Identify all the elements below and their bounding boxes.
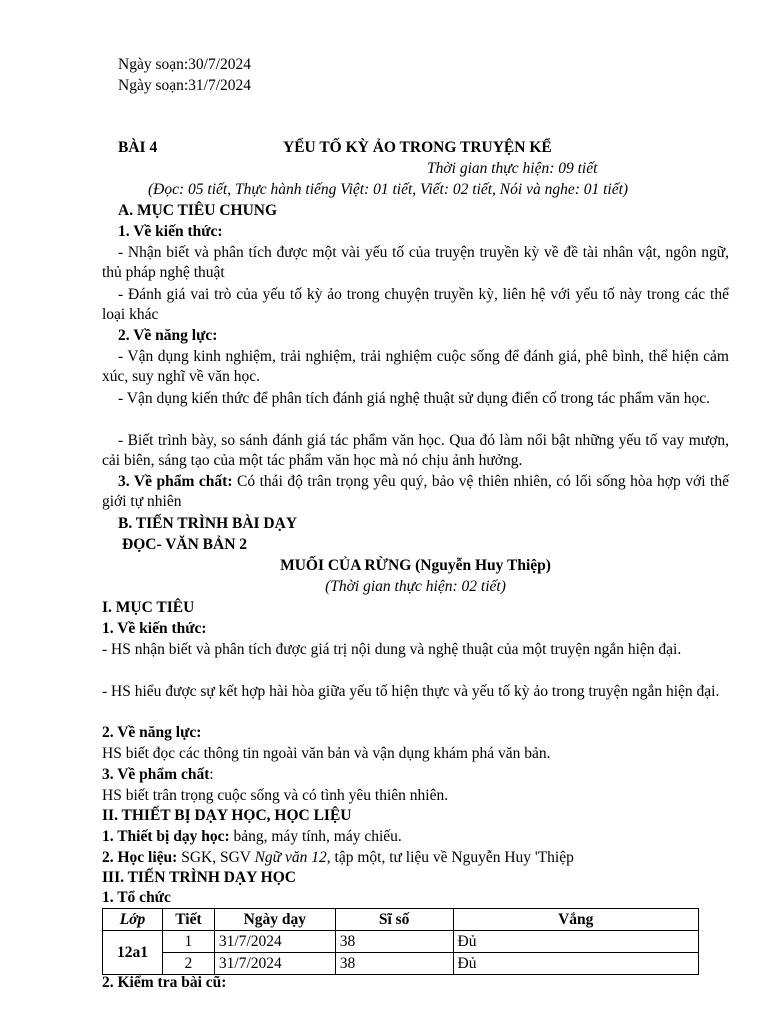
- part1-knowledge-1: - HS nhận biết và phân tích được giá trị nội dung và nghệ thuật của một truyện ngắn hiện đại.: [102, 641, 682, 658]
- lesson-title: YẾU TỐ KỲ ẢO TRONG TRUYỆN KỂ: [283, 139, 552, 156]
- part1-quality-text: HS biết trân trọng cuộc sống và có tình yêu thiên nhiên.: [102, 787, 449, 804]
- table-cell-absent: Đủ: [453, 953, 699, 975]
- table-header-absent: Vắng: [453, 909, 699, 931]
- section-a-ability-2: - Vận dụng kiến thức để phân tích đánh giá nghệ thuật sử dụng điển cố trong tác phẩm văn học.: [118, 390, 711, 407]
- text-title: MUỐI CỦA RỪNG (Nguyễn Huy Thiệp): [280, 557, 551, 574]
- part1-quality-heading-line: [102, 765, 214, 785]
- section-a-quality-text: Có thái độ trân trọng yêu quý, bảo vệ thiên nhiên, có lối sống hòa hợp với thế giới tự nhiên: [102, 473, 729, 510]
- section-a-knowledge-heading: 1. Về kiến thức:: [118, 223, 223, 240]
- table-row: [103, 953, 699, 975]
- part1-ability-text: HS biết đọc các thông tin ngoài văn bản và vận dụng khám phá văn bản.: [102, 745, 551, 762]
- part2-heading: II. THIẾT BỊ DẠY HỌC, HỌC LIỆU: [102, 807, 352, 824]
- table-header-date: Ngày dạy: [214, 909, 335, 931]
- table-cell-date: 31/7/2024: [214, 931, 335, 953]
- prep-date-2: Ngày soạn:31/7/2024: [118, 77, 252, 94]
- part1-heading: I. MỤC TIÊU: [102, 599, 195, 616]
- lesson-breakdown: (Đọc: 05 tiết, Thực hành tiếng Việt: 01 tiết, Viết: 02 tiết, Nói và nghe: 01 tiết): [148, 181, 629, 198]
- table-header-period: Tiết: [162, 909, 214, 931]
- table-header-class: Lớp: [103, 909, 163, 931]
- table-cell-period: 2: [162, 953, 214, 975]
- part2-equipment-text: bảng, máy tính, máy chiếu.: [229, 828, 402, 845]
- table-cell-count: 38: [335, 931, 453, 953]
- section-a-quality-label: 3. Về phẩm chất:: [118, 473, 233, 490]
- prep-date-1: Ngày soạn:30/7/2024: [118, 56, 252, 73]
- part3-heading: III. TIẾN TRÌNH DẠY HỌC: [102, 869, 296, 886]
- reading-heading: ĐỌC- VĂN BẢN 2: [122, 536, 248, 553]
- section-a-ability-3: - Biết trình bày, so sánh đánh giá tác phẩm văn học. Qua đó làm nổi bật những yếu tố vay mượn, cải biên, sáng tạo của một tác phẩm văn học mà nó chịu ảnh hưởng.: [102, 432, 729, 469]
- table-cell-date: 31/7/2024: [214, 953, 335, 975]
- section-a-knowledge-2: - Đánh giá vai trò của yếu tố kỳ ảo trong chuyện truyền kỳ, liên hệ với yếu tố này trong các thể loại khác: [102, 286, 729, 323]
- part3-check-heading: 2. Kiểm tra bài cũ:: [102, 974, 227, 991]
- section-a-ability-heading: 2. Về năng lực:: [118, 327, 218, 344]
- table-header-count: Sĩ số: [335, 909, 453, 931]
- table-cell-count: 38: [335, 953, 453, 975]
- part1-knowledge-2: - HS hiểu được sự kết hợp hài hòa giữa yếu tố hiện thực và yếu tố kỳ ảo trong truyện ngắn hiện đại.: [102, 683, 720, 700]
- section-a-quality: [102, 472, 729, 512]
- part3-org-heading: 1. Tổ chức: [102, 889, 171, 906]
- part1-quality-heading: 3. Về phẩm chất: [102, 766, 210, 783]
- part2-materials: [102, 848, 574, 868]
- part2-materials-book: Ngữ văn 12: [254, 849, 327, 866]
- part2-equipment: [102, 827, 402, 847]
- section-a-knowledge-1: - Nhận biết và phân tích được một vài yếu tố của truyện truyền kỳ về đề tài nhân vật, ngôn ngữ, thủ pháp nghệ thuật: [102, 244, 729, 281]
- part2-materials-pre: SGK, SGV: [177, 849, 255, 866]
- text-time: (Thời gian thực hiện: 02 tiết): [325, 578, 506, 595]
- part2-materials-label: 2. Học liệu:: [102, 849, 178, 866]
- part2-materials-post: , tập một, tư liệu về Nguyễn Huy 'Thiệp: [326, 849, 574, 866]
- table-row: [103, 931, 699, 953]
- section-a-ability-1: - Vận dụng kinh nghiệm, trải nghiệm, trải nghiệm cuộc sống để đánh giá, phê bình, thể hiện cảm xúc, suy nghĩ về văn học.: [102, 348, 729, 385]
- table-cell-absent: Đủ: [453, 931, 699, 953]
- section-b-heading: B. TIẾN TRÌNH BÀI DẠY: [118, 515, 298, 532]
- lesson-number: BÀI 4: [118, 139, 158, 156]
- lesson-time: Thời gian thực hiện: 09 tiết: [427, 160, 598, 177]
- part2-equipment-label: 1. Thiết bị dạy học:: [102, 828, 230, 845]
- table-header-row: [103, 909, 699, 931]
- part1-ability-heading: 2. Về năng lực:: [102, 724, 202, 741]
- part1-quality-colon: :: [209, 766, 214, 783]
- part1-knowledge-heading: 1. Về kiến thức:: [102, 620, 207, 637]
- section-a-heading: A. MỤC TIÊU CHUNG: [118, 202, 278, 219]
- table-cell-class: 12a1: [103, 931, 163, 975]
- table-cell-period: 1: [162, 931, 214, 953]
- attendance-table: [102, 908, 699, 975]
